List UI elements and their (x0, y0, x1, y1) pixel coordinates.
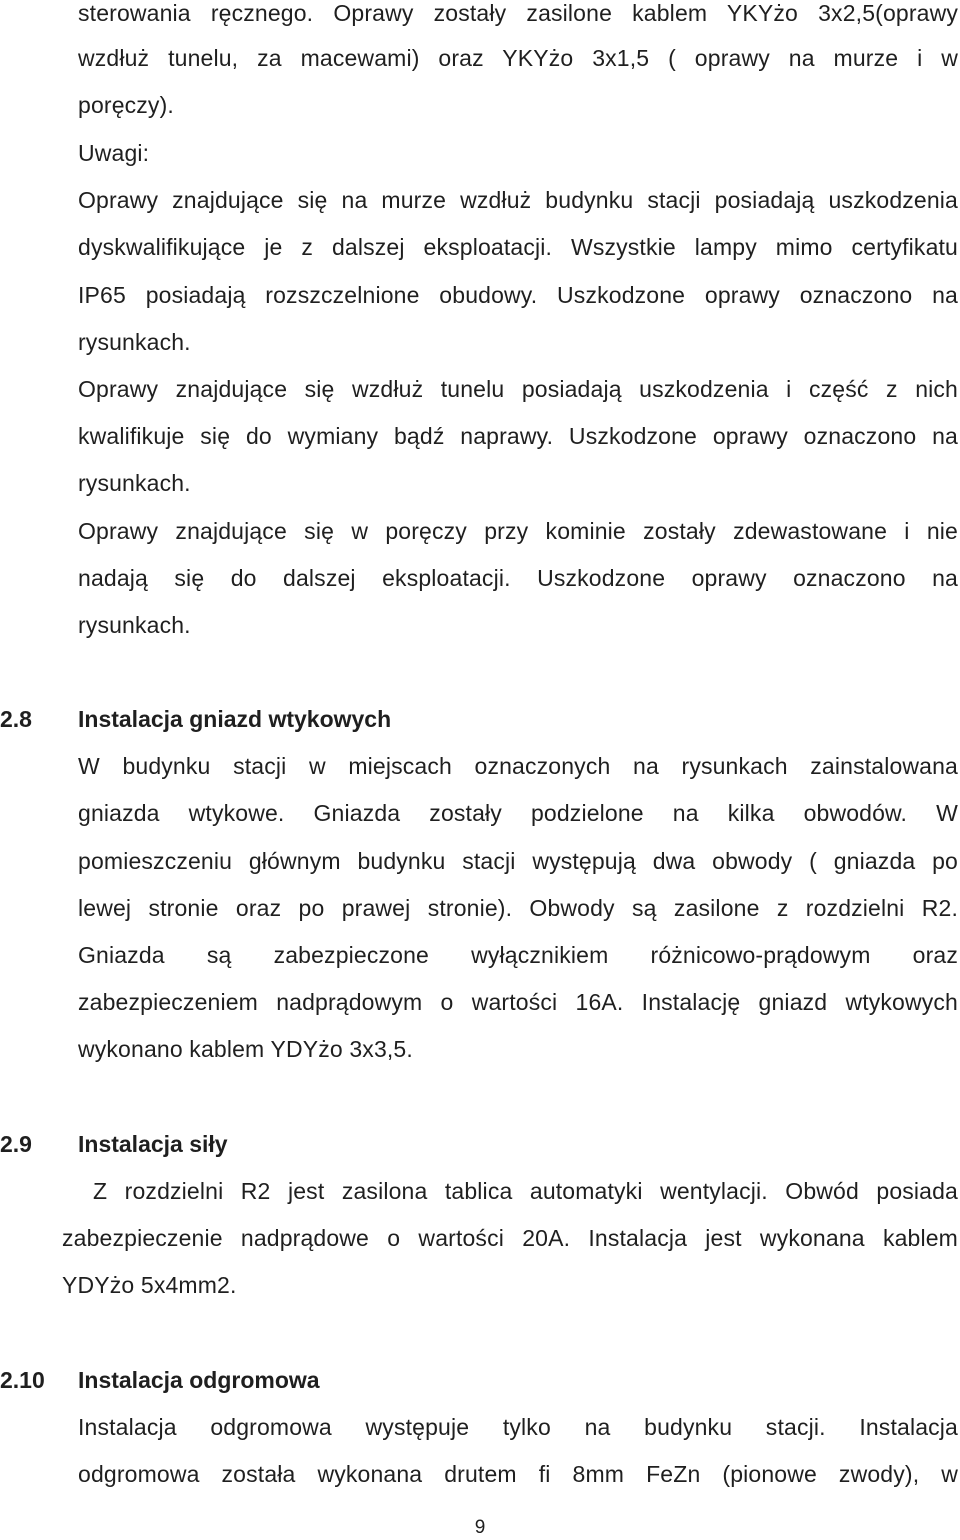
text-line: Oprawy znajdujące się wzdłuż tunelu posiadają uszkodzenia i część z nich (78, 376, 958, 402)
text-line: gniazda wtykowe. Gniazda zostały podzielone na kilka obwodów. W (78, 800, 958, 826)
text-line: zabezpieczenie nadprądowe o wartości 20A. Instalacja jest wykonana kablem (62, 1225, 958, 1251)
text-line: odgromowa została wykonana drutem fi 8mm FeZn (pionowe zwody), w (78, 1461, 958, 1487)
text-line: nadają się do dalszej eksploatacji. Uszkodzone oprawy oznaczono na (78, 565, 958, 591)
text-line: dyskwalifikujące je z dalszej eksploatacji. Wszystkie lampy mimo certyfikatu (78, 234, 958, 260)
section-heading: Instalacja siły (78, 1131, 228, 1157)
text-line: rysunkach. (78, 329, 191, 355)
text-line: Oprawy znajdujące się na murze wzdłuż budynku stacji posiadają uszkodzenia (78, 187, 958, 213)
section-number: 2.10 (0, 1367, 45, 1393)
text-line: Instalacja odgromowa występuje tylko na budynku stacji. Instalacja (78, 1414, 958, 1440)
text-line: rysunkach. (78, 470, 191, 496)
section-heading: Instalacja gniazd wtykowych (78, 706, 392, 732)
section-number: 2.9 (0, 1131, 32, 1157)
text-line: wzdłuż tunelu, za macewami) oraz YKYżo 3x1,5 ( oprawy na murze i w (78, 45, 958, 71)
text-line: Z rozdzielni R2 jest zasilona tablica automatyki wentylacji. Obwód posiada (93, 1178, 958, 1204)
notes-label: Uwagi: (78, 140, 150, 166)
section-number: 2.8 (0, 706, 32, 732)
section-heading: Instalacja odgromowa (78, 1367, 320, 1393)
text-line: rysunkach. (78, 612, 191, 638)
text-line: W budynku stacji w miejscach oznaczonych na rysunkach zainstalowana (78, 753, 958, 779)
text-line: wykonano kablem YDYżo 3x3,5. (78, 1036, 413, 1062)
text-line: poręczy). (78, 92, 174, 118)
text-line: lewej stronie oraz po prawej stronie). Obwody są zasilone z rozdzielni R2. (78, 895, 958, 921)
page-number: 9 (474, 1517, 486, 1538)
text-line: kwalifikuje się do wymiany bądź naprawy. Uszkodzone oprawy oznaczono na (78, 423, 958, 449)
text-line: Gniazda są zabezpieczone wyłącznikiem różnicowo-prądowym oraz (78, 942, 958, 968)
text-line: IP65 posiadają rozszczelnione obudowy. Uszkodzone oprawy oznaczono na (78, 282, 958, 308)
text-line: zabezpieczeniem nadprądowym o wartości 16A. Instalację gniazd wtykowych (78, 989, 958, 1015)
text-line: sterowania ręcznego. Oprawy zostały zasilone kablem YKYżo 3x2,5(oprawy (78, 0, 958, 26)
text-line: Oprawy znajdujące się w poręczy przy kominie zostały zdewastowane i nie (78, 518, 958, 544)
text-line: pomieszczeniu głównym budynku stacji występują dwa obwody ( gniazda po (78, 848, 958, 874)
text-line: YDYżo 5x4mm2. (62, 1272, 237, 1298)
